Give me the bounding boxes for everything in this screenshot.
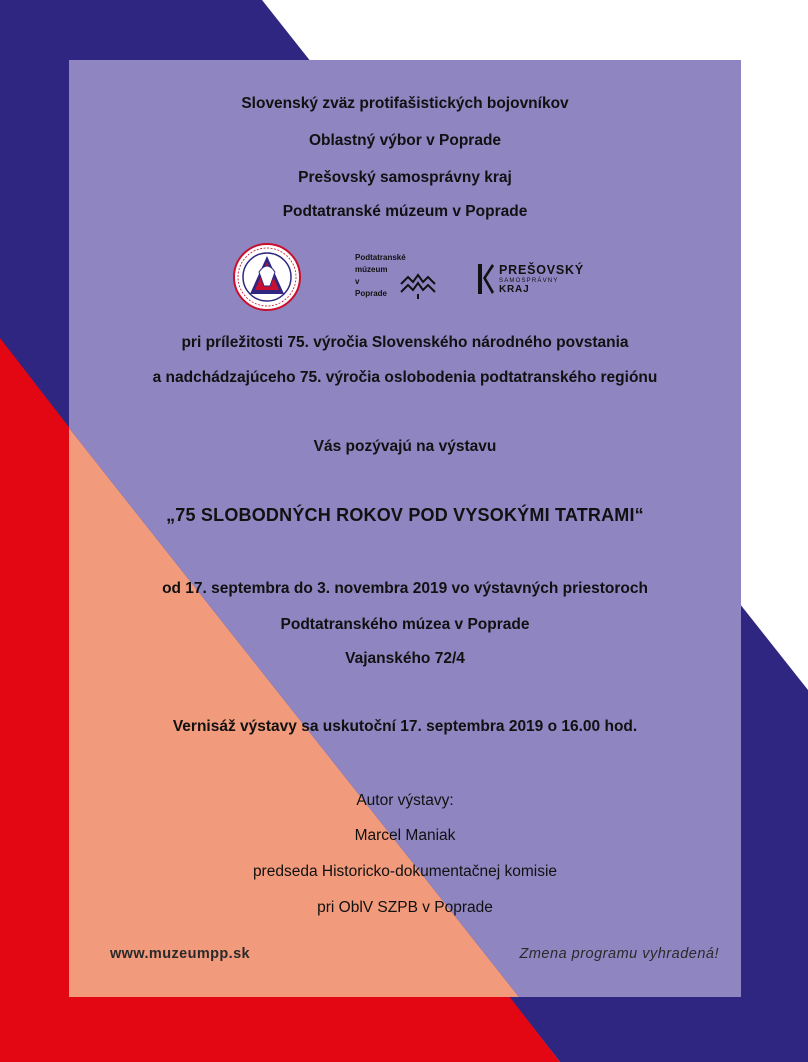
author-label: Autor výstavy: (356, 792, 454, 809)
museum-mountains-icon (400, 272, 436, 300)
museum-logo-line-3: v (355, 277, 360, 286)
venue-line-3: Vajanského 72/4 (345, 650, 465, 667)
website-link[interactable]: www.muzeumpp.sk (110, 946, 251, 962)
organizer-line-3: Prešovský samosprávny kraj (298, 169, 512, 186)
occasion-line-2: a nadchádzajúceho 75. výročia oslobodenia podtatranského regiónu (152, 369, 658, 386)
museum-logo-text (355, 252, 406, 300)
venue-line-2: Podtatranského múzea v Poprade (280, 616, 530, 633)
organizer-line-4: Podtatranské múzeum v Poprade (282, 203, 528, 220)
author-affiliation: pri OblV SZPB v Poprade (317, 899, 493, 916)
presov-region-line-3: KRAJ (499, 283, 530, 295)
museum-logo-line-4: Poprade (355, 289, 388, 298)
organizer-line-1: Slovenský zväz protifašistických bojovníkov (241, 95, 569, 112)
invite-text: Vás pozývajú na výstavu (313, 438, 497, 455)
museum-logo-line-2: múzeum (355, 265, 388, 274)
presov-region-icon (478, 264, 494, 294)
presov-region-logo-text (499, 264, 584, 295)
organizer-line-2: Oblastný výbor v Poprade (308, 132, 502, 149)
author-name: Marcel Maniak (354, 827, 456, 844)
program-change-notice: Zmena programu vyhradená! (519, 946, 719, 962)
presov-region-line-2: SAMOSPRÁVNY (499, 277, 559, 284)
occasion-line-1: pri príležitosti 75. výročia Slovenského národného povstania (181, 334, 629, 351)
presov-region-line-1: PREŠOVSKÝ (499, 263, 585, 277)
szpb-emblem-icon (232, 242, 302, 312)
venue-line-1: od 17. septembra do 3. novembra 2019 vo výstavných priestoroch (162, 580, 648, 597)
vernissage-text: Vernisáž výstavy sa uskutoční 17. septembra 2019 o 16.00 hod. (172, 718, 638, 735)
author-role: predseda Historicko-dokumentačnej komisie (252, 863, 558, 880)
museum-logo-line-1: Podtatranské (355, 253, 406, 262)
exhibition-title: „75 SLOBODNÝCH ROKOV POD VYSOKÝMI TATRAMI“ (166, 505, 644, 525)
